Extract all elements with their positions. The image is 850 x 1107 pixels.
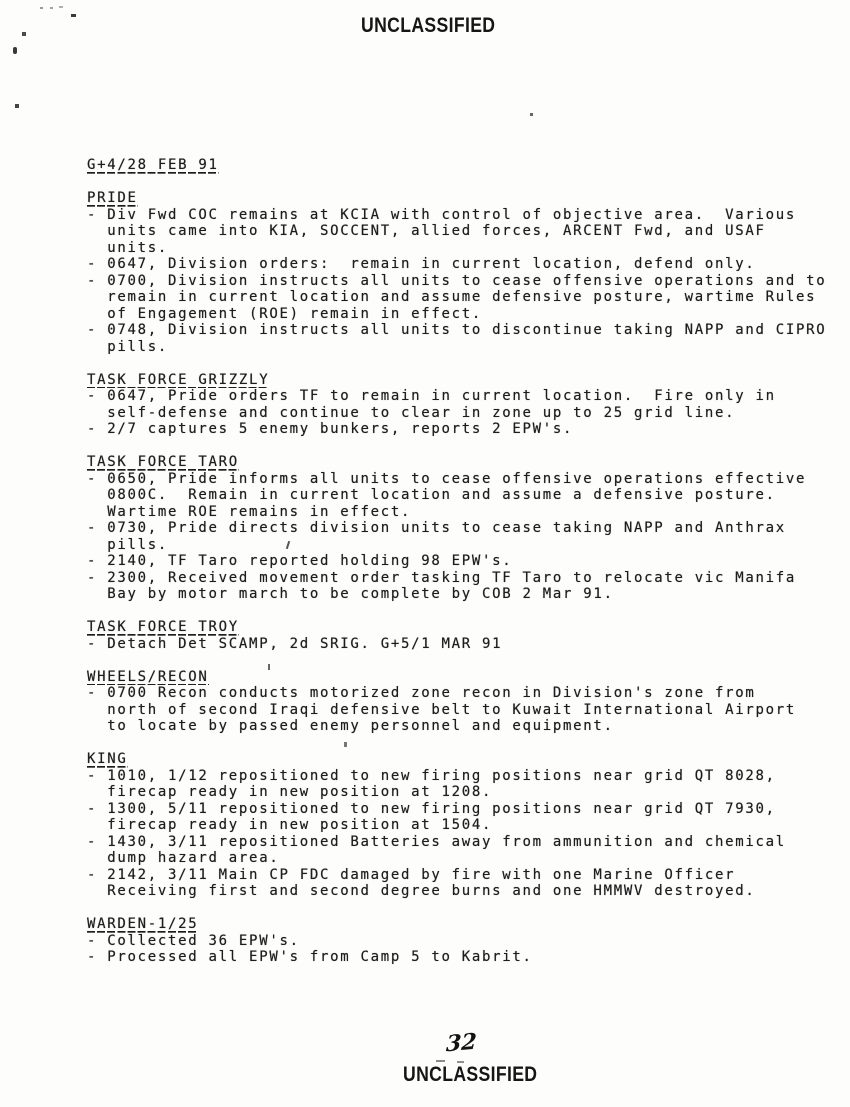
scan-artifact: [71, 14, 76, 17]
section-title: TASK FORCE TARO: [87, 454, 239, 470]
scan-artifact: [530, 113, 533, 116]
report-line: - Div Fwd COC remains at KCIA with control of objective area. Various: [87, 206, 797, 223]
report-line: - Processed all EPW's from Camp 5 to Kabrit.: [87, 949, 533, 965]
classification-banner-bottom: UNCLASSIFIED: [403, 1063, 538, 1086]
report-line: pills.: [87, 338, 169, 355]
report-line: - 1010, 1/12 repositioned to new firing positions near grid QT 8028,: [87, 767, 776, 784]
report-line: units.: [87, 239, 169, 256]
report-section: [87, 916, 850, 966]
section-title: TASK FORCE GRIZZLY: [87, 371, 270, 388]
report-section: [87, 372, 850, 438]
report-section: [87, 751, 850, 900]
report-line: - 1430, 3/11 repositioned Batteries away from ammunition and chemical: [87, 833, 786, 850]
report-line: - 0700 Recon conducts motorized zone recon in Division's zone from: [87, 685, 756, 701]
report-line: - 2300, Received movement order tasking TF Taro to relocate vic Manifa: [87, 569, 797, 586]
report-line: - 0700, Division instructs all units to cease offensive operations and to: [87, 272, 827, 289]
report-line: - 0647, Pride orders TF to remain in current location. Fire only in: [87, 388, 776, 404]
scan-artifact: [59, 6, 63, 8]
report-line: firecap ready in new position at 1504.: [87, 817, 493, 833]
report-line: dump hazard area.: [87, 850, 280, 866]
report-line: Receiving first and second degree burns and one HMMWV destroyed.: [87, 883, 756, 899]
report-line: - 0647, Division orders: remain in current location, defend only.: [87, 256, 756, 272]
report-line: - Detach Det SCAMP, 2d SRIG. G+5/1 MAR 91: [87, 635, 503, 652]
date-heading: G+4/28 FEB 91: [87, 157, 219, 173]
scan-artifact: [22, 32, 26, 36]
report-line: - 0650, Pride informs all units to cease offensive operations effective: [87, 470, 807, 487]
report-line: - 2142, 3/11 Main CP FDC damaged by fire with one Marine Officer: [87, 866, 736, 883]
scan-artifact: [15, 104, 19, 108]
report-line: 0800C. Remain in current location and assume a defensive posture.: [87, 487, 776, 503]
scan-artifact: [436, 1060, 445, 1062]
report-section: [87, 454, 850, 603]
report-body: [87, 157, 850, 966]
page-number: 32: [445, 1028, 478, 1058]
report-section: [87, 619, 850, 652]
section-title: PRIDE: [87, 190, 138, 206]
report-line: - Collected 36 EPW's.: [87, 932, 300, 949]
scan-artifact: [13, 47, 17, 54]
section-title: KING: [87, 751, 128, 767]
report-line: to locate by passed enemy personnel and equipment.: [87, 718, 614, 734]
report-section: [87, 190, 850, 355]
report-line: - 0730, Pride directs division units to cease taking NAPP and Anthrax: [87, 520, 786, 536]
report-line: remain in current location and assume defensive posture, wartime Rules: [87, 289, 817, 305]
report-section: [87, 669, 850, 735]
report-line: of Engagement (ROE) remain in effect.: [87, 305, 483, 322]
sections-container: [87, 190, 850, 966]
report-line: north of second Iraqi defensive belt to Kuwait International Airport: [87, 701, 797, 718]
report-line: - 2/7 captures 5 enemy bunkers, reports 2 EPW's.: [87, 421, 574, 437]
report-line: Wartime ROE remains in effect.: [87, 503, 412, 520]
report-line: - 0748, Division instructs all units to discontinue taking NAPP and CIPRO: [87, 322, 827, 338]
section-title: WARDEN-1/25: [87, 916, 199, 932]
section-title: TASK FORCE TROY: [87, 619, 239, 635]
report-line: self-defense and continue to clear in zone up to 25 grid line.: [87, 404, 736, 421]
report-line: - 2140, TF Taro reported holding 98 EPW's.: [87, 553, 513, 569]
section-title: WHEELS/RECON: [87, 668, 209, 685]
report-line: - 1300, 5/11 repositioned to new firing positions near grid QT 7930,: [87, 800, 776, 817]
scan-artifact: [40, 7, 43, 9]
report-line: pills.: [87, 536, 169, 553]
report-line: firecap ready in new position at 1208.: [87, 784, 493, 800]
classification-banner-top: UNCLASSIFIED: [361, 14, 496, 37]
report-line: units came into KIA, SOCCENT, allied forces, ARCENT Fwd, and USAF: [87, 223, 766, 239]
report-line: Bay by motor march to be complete by COB 2 Mar 91.: [87, 586, 614, 602]
scan-artifact: [50, 7, 53, 9]
